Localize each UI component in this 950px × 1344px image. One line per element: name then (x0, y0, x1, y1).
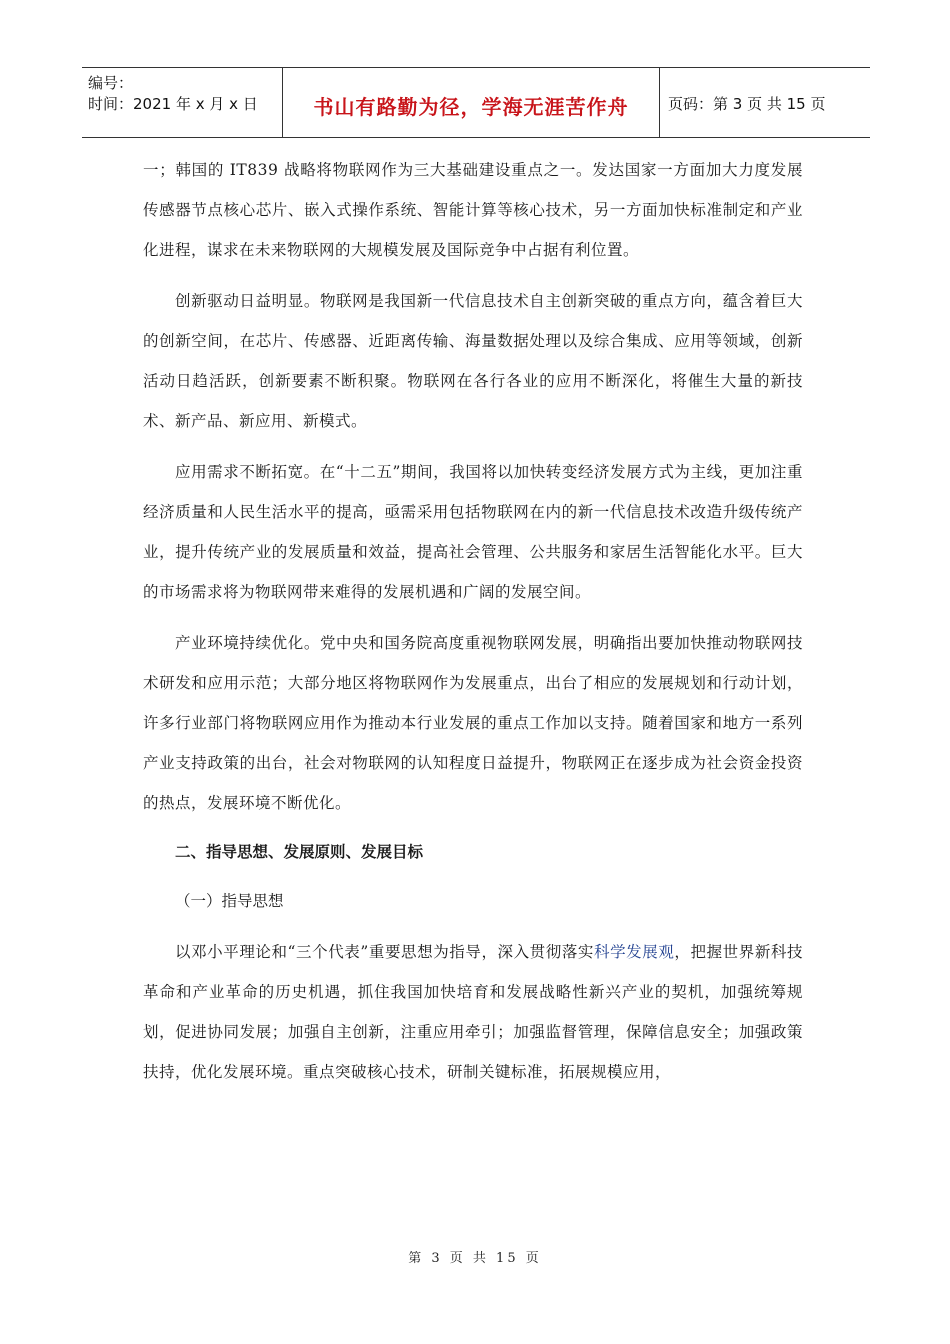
document-number-label: 编号： (88, 74, 134, 92)
paragraph-innovation: 创新驱动日益明显。物联网是我国新一代信息技术自主创新突破的重点方向，蕴含着巨大的创新空间，在芯片、传感器、近距离传输、海量数据处理以及综合集成、应用等领域，创新活动日趋活跃，创新要素不断积聚。物联网在各行各业的应用不断深化，将催生大量的新技术、新产品、新应用、新模式。 (143, 292, 803, 430)
paragraph-text-start: 以邓小平理论和“三个代表”重要思想为指导，深入贯彻落实 (175, 943, 595, 961)
paragraph-international: 一；韩国的 IT839 战略将物联网作为三大基础建设重点之一。发达国家一方面加大力度发展传感器节点核心芯片、嵌入式操作系统、智能计算等核心技术，另一方面加快标准制定和产业化进程，谋求在未来物联网的大规模发展及国际竞争中占据有利位置。 (143, 161, 803, 259)
header-page-cell (660, 68, 870, 137)
paragraph-text-end: ，把握世界新科技革命和产业革命的历史机遇，抓住我国加快培育和发展战略性新兴产业的契机，加强统筹规划，促进协同发展；加强自主创新，注重应用牵引；加强监督管理，保障信息安全；加强政策扶持，优化发展环境。重点突破核心技术，研制关键标准，拓展规模应用， (143, 943, 803, 1081)
header-motto: 书山有路勤为径，学海无涯苦作舟 (313, 95, 629, 119)
document-header (82, 67, 870, 138)
paragraph-environment: 产业环境持续优化。党中央和国务院高度重视物联网发展，明确指出要加快推动物联网技术研发和应用示范；大部分地区将物联网作为发展重点，出台了相应的发展规划和行动计划，许多行业部门将物联网应用作为推动本行业发展的重点工作加以支持。随着国家和地方一系列产业支持政策的出台，社会对物联网的认知程度日益提升，物联网正在逐步成为社会资金投资的热点，发展环境不断优化。 (143, 634, 803, 812)
paragraph-demand: 应用需求不断拓宽。在“十二五”期间，我国将以加快转变经济发展方式为主线，更加注重经济质量和人民生活水平的提高，亟需采用包括物联网在内的新一代信息技术改造升级传统产业，提升传统产业的发展质量和效益，提高社会管理、公共服务和家居生活智能化水平。巨大的市场需求将为物联网带来难得的发展机遇和广阔的发展空间。 (143, 463, 803, 601)
header-meta-cell (82, 68, 283, 137)
document-date: 时间：2021 年 x 月 x 日 (88, 95, 258, 113)
section-heading-2: 二、指导思想、发展原则、发展目标 (175, 843, 424, 861)
scientific-development-link[interactable]: 科学发展观 (594, 943, 675, 961)
header-motto-cell (283, 68, 660, 137)
document-body (143, 150, 803, 1103)
subsection-heading-guiding-thought: （一）指导思想 (175, 892, 284, 910)
header-page-info: 页码：第 3 页 共 15 页 (668, 95, 826, 113)
page-footer: 第 3 页 共 15 页 (408, 1251, 542, 1266)
paragraph-guiding-thought (143, 932, 803, 1092)
